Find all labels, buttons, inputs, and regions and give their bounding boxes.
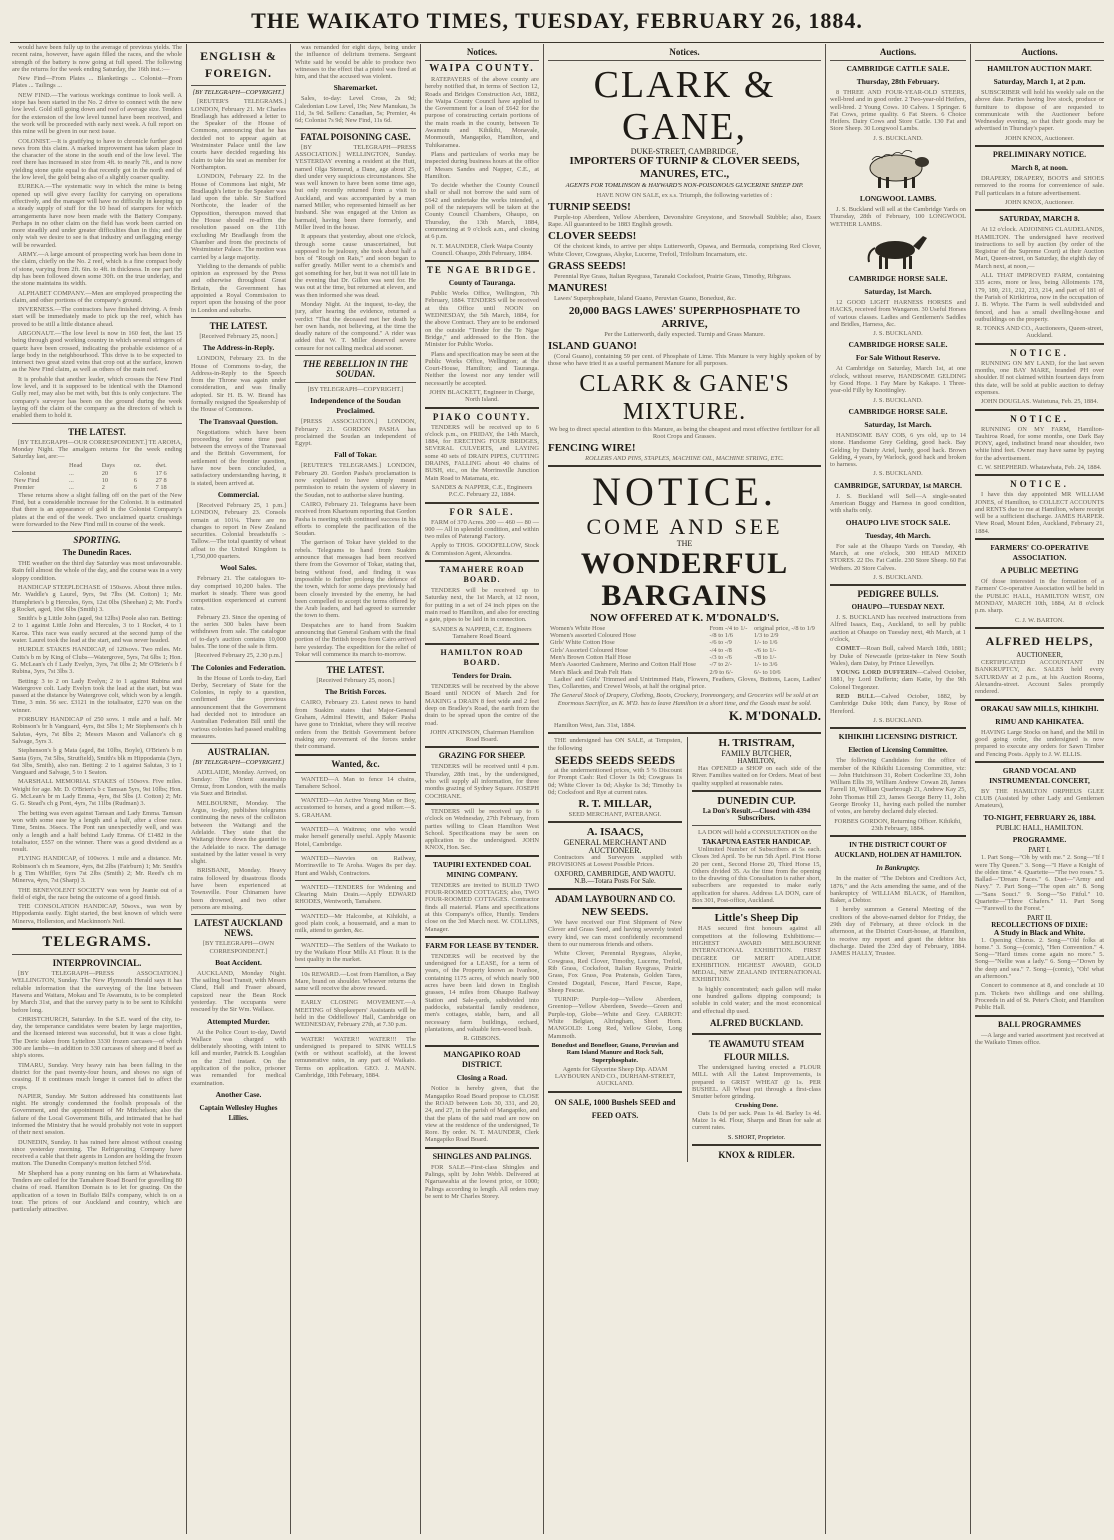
island-guano: ISLAND GUANO! bbox=[548, 339, 637, 352]
ohaupo-tuesday: OHAUPO—TUESDAY NEXT. bbox=[851, 603, 945, 612]
heading-commercial: Commercial. bbox=[217, 489, 260, 499]
heading-another-case: Another Case. bbox=[215, 1089, 262, 1099]
farmers-assoc: FARMERS' CO-OPERATIVE ASSOCIATION. bbox=[990, 543, 1089, 563]
manures: MANURES! bbox=[548, 282, 608, 295]
heading-county-tauranga: County of Tauranga. bbox=[448, 278, 516, 288]
heading-for-sale: FOR SALE. bbox=[449, 506, 515, 517]
heading-shingles: SHINGLES AND PALINGS. bbox=[432, 1151, 532, 1161]
column-2: ENGLISH & FOREIGN. [BY TELEGRAPH—COPYRIGHT.] [REUTER'S TELEGRAMS.] LONDON, February 21. Mr Charles Bradlaugh has addressed a letter to the Speaker of the House of Commons, announcing that he has decided not to appear again at Westminster Palace until the law courts have decided regarding his claim to take his seat as member for Northampton. LONDON, February 22. In the House of Commons last night, Mr Bradlaugh's letter to the Speaker was laid upon the table. Sir Stafford Northcote, the leader of the Opposition, thereupon moved that the House should re-affirm the resolution passed on the 11th excluding Mr Bradlaugh from the Chamber and from the precincts of Westminster Palace. The motion was carried by a large majority. Yielding to the demands of public opinion as expressed by the Press and otherwise throughout Great Britain, the Government has appointed a Royal Commission to report upon the housing of the poor in London and suburbs. THE LATEST. [Received February 25, noon.] The Address-in-Reply. LONDON, February 23. In the House of Commons to-day, the Address-in-Reply to the Speech from the Throne was again under consideration, and was finally adopted. Sir H. B. W. Brand has formally resigned the Speakership of the House of Commons. The Transvaal Question. Negotiations which have been proceeding for some time past between the envoys of the Transvaal and the British Government, for settlement of the frontier question, have now been concluded, a satisfactory understanding having, it is stated, been arrived at. Commercial. [Received February 25, 1 p.m.] LONDON, February 23. Consols remain at 101¼. There are no changes to report in New Zealand securities. Colonial breadstuffs :-Tallow.—The total quantity of wheat afloat to the United Kingdom is 1,750,000 quarters. Wool Sales. February 21. The catalogues to-day comprised 10,200 bales. The market is steady. There was good competition experienced at current rates. February 23. Since the opening of the series 300 bales have been withdrawn from sale. The catalogue of to-day's auction contains 10,000 bales. The tone of the sale is firm. [Received February 25, 2.30 p.m.] The Colonies and Federation. In the House of Lords to-day, Earl Derby, Secretary of State for the Colonies, in reply to a question, confirmed the previous announcement that the Government had decided not to introduce an Australian Federation Bill until the various colonies had passed enabling measures. AUSTRALIAN. [BY TELEGRAPH—COPYRIGHT.] ADELAIDE, Monday. Arrived, on Sunday: The Orient steamship Ormuz, from London, with the mails via Suez and Brindisi. MELBOURNE, Monday. The Argus, to-day, publishes telegrams continuing the news of the collision between the Waitangi and the Adelaide. They state that the Waitangi threw down the gauntlet to the Adelaide to race. The damage sustained by the latter vessel is very slight. BRISBANE, Monday. Heavy rains followed by disastrous floods have been experienced at Townsville. Four Chinamen have been drowned, and two other persons are missing. LATEST AUCKLAND NEWS. [BY TELEGRAPH—OWN CORRESPONDENT.] Boat Accident. AUCKLAND, Monday Night. The sailing boat Transit, with Messrs Cland, Hall and Fraser aboard, capsized near the Bean Rock yesterday. The occupants were rescued by the Sir Wm. Wallace. Attempted Murder. At the Police Court to-day, David Wallace was charged with deliberately shooting, with intent to kill and murder, Patrick B. Loughlan on the 23rd instant. On the application of the police, prisoner was remanded for medical examination. Another Case. Captain Wellesley Hughes Lillies. bbox=[191, 49, 286, 1122]
notice-3: NOTICE. bbox=[1010, 479, 1069, 490]
column-7: Auctions. HAMILTON AUCTION MART. Saturday, March 1, at 2 p.m. SUBSCRIBER will hold his weekly sale on the above date. Parties having live stock, produce or furniture to dispose of are requested to communicate with the Auctioneer before Wednesday evening, so that their goods may be advertised in Thursday's paper. JOHN KNOX, Auctioneer. PRELIMINARY NOTICE. March 8, at noon. DRAPERY, DRAPERY, BOOTS and SHOES removed to the rooms for convenience of sale. Full particulars in a future advertisement. JOHN KNOX, Auctioneer. SATURDAY, MARCH 8. At 12 o'clock. ADJOINING CLAUDELANDS, HAMILTON. The undersigned have received instructions to sell by auction (by order of the Registrar of the Supreme Court) at their Auction Mart, Queen-street, on Saturday, the eighth day of March next, at noon,— ALL THAT IMPROVED FARM, containing 335 acres, more or less, being Allotments 178, 179, 180, 211, 212, 213, 214, and part of 181 of the Parish of Kirikiriroa, now in the occupation of J. B. Whyte. The Farm is well subdivided and fenced, and has a small dwelling-house and outbuildings on the property. R. TONKS AND CO., Auctioneers, Queen-street, Auckland. NOTICE. RUNNING ON MY LAND, for the last seven months, one BAY MARE, branded PH over shoulder. If not claimed within fourteen days from this date, will be sold at public auction to defray expenses. JOHN DOUGLAS. Waitetuna, Feb. 25, 1884. NOTICE. RUNNING ON MY FARM, Hamilton-Tauhiroa Road, for some months, one Dark Bay PONY, aged, indistinct brand near shoulder, two white hind feet. Owner may have same by paying for the advertisement. C. W. SHEPHERD. Whatawhata, Feb. 24, 1884. NOTICE. I have this day appointed MR WILLIAM JONES, of Hamilton, to COLLECT ACCOUNTS and RENTS due to me at Hamilton, where receipt will be a sufficient discharge. JAMES HARPER. View Road, Mount Eden, Auckland, February 21, 1884. FARMERS' CO-OPERATIVE ASSOCIATION. A PUBLIC MEETING Of those interested in the formation of a Farmers' Co-operative Association will be held in the PUBLIC HALL, HAMILTON WEST, ON MONDAY, MARCH 10th, 1884, At 8 o'clock p.m. sharp. C. J. W. BARTON. ALFRED HELPS, AUCTIONEER, CERTIFICATED ACCOUNTANT IN BANKRUPTCY, &c. SALES held every SATURDAY at 2 p.m., at his Auction Rooms, Alexandra-street. Account Sales promptly rendered. ORAKAU SAW MILLS, KIHIKIHI. RIMU AND KAHIKATEA. HAVING Large Stocks on hand, and the Mill in good going order, the undersigned is now prepared to execute any orders for Sawn Timber and Fencing Posts. Apply to J. W. ELLIS. GRAND VOCAL AND INSTRUMENTAL CONCERT, BY THE HAMILTON ORPHEUS GLEE CLUB (Assisted by other Lady and Gentlemen Amateurs), TO-NIGHT, FEBRUARY 26, 1884. PUBLIC HALL, HAMILTON. PROGRAMME. PART I. 1. Part Song—"Oh by with me." 2. Song—"If I were Thy Queen." 3. Song—"I Have a Knight of the olden time." 4. Quartette—"The two roses." 5. Ballad—"Dream Faces." 6. Duet—"Army and Navy." 7. Part Song—"The open air." 8. Song—"Sans Souci." 9. Song—"So Fitful." 10. Quartette—"Three Chafers." 11. Part Song—"Farewell to the Forest." PART II. RECOLLECTIONS OF DIXIE: A Study in Black and White. 1. Opening Chorus. 2. Song—"Old folks at home." 3. Song—(comic), "Hen Convention." 4. Song—"Hard times come again no more." 5. Song—"Nellie was a lady." 6. Song—"Down by the deep and sea." 7. Song—(comic), "Oh! what an afternoon." Concert to commence at 8, and conclude at 10 p.m. Tickets two shillings and one shilling. Proceeds in aid of St. Peter's Choir, and Hamilton Public Hall. BALL PROGRAMMES —A large and varied assortment just received at the Waikato Times office. bbox=[975, 47, 1104, 1046]
district-court: IN THE DISTRICT COURT OF AUCKLAND, HOLDEN AT HAMILTON. bbox=[834, 841, 962, 860]
heading-waipa: WAIPA COUNTY. bbox=[429, 63, 535, 74]
preliminary-notice: PRELIMINARY NOTICE. bbox=[992, 150, 1087, 160]
column-4: Notices. WAIPA COUNTY. RATEPAYERS of the above county are hereby notified that, in terms of Section 12, Roads and Bridges Construction Act, 1882, the Waipa County Council have applied to the Government for a loan of £642 for the purpose of constructing certain portions of the main roads in the county, between Te Awamutu and Kihikihi, Monavale, Monmouth, Mangapiko, Hamilton, and Tuhikaramea. Plans and particulars of works may be inspected during business hours at the office of Messrs Sandes and Napper, C.E., at Hamilton. To decide whether the County Council shall or shall not borrow the said sum of £642 and undertake the works intended, a poll of the ratepayers will be taken at the County Council Chambers, Ohaupo, on Thursday, the 13th March, 1884, commencing at 9 o'clock a.m., and closing at 6 p.m. N. T. MAUNDER, Clerk Waipa County Council. Ohaupo, 20th February, 1884. TE NGAE BRIDGE. County of Tauranga. Public Works Office, Wellington, 7th February, 1884. TENDERS will be received at this Office until NOON on WEDNESDAY, the 5th March, 1884, for the above Contract. They are to be endorsed on the outside "Tender for the Te Ngae Bridge," and addressed to the Hon. the Minister for Public Works. Plans and specification may be seen at the Public Works Office, Wellington; at the Court-House, Hamilton; and Tauranga. Neither the lowest nor any tender will necessarily be accepted. JOHN BLACKETT, Engineer in Charge, North Island. PIAKO COUNTY. TENDERS will be received up to 6 o'clock p.m., on FRIDAY, the 14th March, 1884, for ERECTING FOUR BRIDGES, SEVERAL CULVERTS, and LAYING some 40 sets of DRAIN PIPES, CUTTING DRAINS, FALLING about 40 chains of BUSH, etc., on the Morrinsville Junction Main Road to Matamata, etc. SANDES & NAPPER, C.E., Engineers P.C.C. February 22, 1884. FOR SALE. FARM of 370 Acres. 200 — 460 — 80 — 900 — All in splendid condition, and within two miles of Paterangi Factory. Apply to THOS. GOODFELLOW, Stock & Commission Agent, Alexandra. TAMAHERE ROAD BOARD. TENDERS will be received up to Saturday next, the 1st March, at 12 noon, for putting in a set of 24 inch pipes on the main road to Hamilton, and also for erecting a gate, pipes to be laid in in connection. SANDES & NAPPER, C.E. Engineers Tamahere Road Board. HAMILTON ROAD BOARD. Tenders for Drain. TENDERS will be received by the above Board until NOON of March 2nd for MAKING a DRAIN 8 feet wide and 2 feet deep on Bradley's Road, the earth from the drain to be spread upon the centre of the road. JOHN ATKINSON, Chairman Hamilton Road Board. GRAZING FOR SHEEP. TENDERS will be received until 4 p.m. Thursday, 28th inst., by the undersigned, who will supply all information, for three months grazing of Sydney Square. JOSEPH COCHRANE. TENDERS will be received up to 6 o'clock on Wednesday, 27th February, from parties willing to Clean Hamilton West School. Specifications may be seen on application to the undersigned. JOHN KNOX, Hon. Sec. TAUPIRI EXTENDED COAL MINING COMPANY. TENDERS are invited to BUILD TWO FOUR-ROOMED COTTAGES; also, TWO FOUR-ROOMED COTTAGES. Contractor finds all material. Plans and specifications at this Company's office, Huntly. Tenders close on the 3rd March next. W. COLLINS, Manager. FARM FOR LEASE BY TENDER. TENDERS will be received by the undersigned for a LEASE, for a term of years, of the Property known as Ivanhoe, containing 1175 acres, of which nearly 900 acres have been laid down in English grasses, 14 miles from Ohaupo Railway Station and Sale-yards, subdivided into paddocks, substantial family residence, men's cottages, stable, barn, and all necessary farm buildings, orchard, plantations, and valuable fern-wood bush. R. GIBBONS. MANGAPIKO ROAD DISTRICT. Closing a Road. Notice is hereby given, that the Mangapiko Road Board propose to CLOSE the ROAD between Lots 30, 331, and 20, 24, and 27, in the parish of Mangapiko, and that the plans of the said road are now on view at the residence of the undersigned, Te Rore. By order. N. T. MAUNDER, Clerk Mangapiko Road Board. SHINGLES AND PALINGS. FOR SALE—First-class Shingles and Palings, split by John Webb. Delivered at Ngaruawahia at the lowest price, or 1000; Palings according to length. All orders may be sent to Mr Charles Storey. bbox=[425, 47, 539, 1200]
column-1: would have been fully up to the average of previous yields. The recent rains, however, have again filled the races, and the whole strength of the battery is now going at full speed. The following are the returns for the week ending Saturday, the 16th inst.:— New Find—From Plates ... Blanketings ... Colonist—From Plates ... Tailings ... NEW FIND.—The various workings continue to look well. A stope has been started in the No. 2 drive to connect with the new low level. Gold still going down and roof of average size. Tenders for the extension of the low level tunnel have been received, and the work will be proceeded with early next week. A full report on this mine will be given in our next issue. COLONIST.—It is gratifying to have to chronicle further good news from this claim. A marked improvement has taken place in the character of the stone in the south end of the low level. The reef there has increased in size from 4ft. to nearly 7ft., and is now yielding stone quite equal to that recently got in the north end of the low level, the gold being also of a slightly coarser quality. EUREKA.—The systematic way in which the mine is being opened up will give every facility for carrying on operations effectively, and the manager will have no difficulty in keeping up a steady supply of stuff for the 10 head of stampers for which arrangements have now been made with the Battery Company. Perhaps in no other claim on the field has work been carried on more steadily and under greater difficulties than in this; and the only wish we desire to see is that industry and unflagging energy will be rewarded. ARMY.—A large amount of prospecting work has been done in the claim, chiefly on the No. 2 reef, which is a fine compact body of stone, varying from 2ft. 6in. to 4ft. in thickness. In one part the dip has been followed down some 30ft. on the true underlay, and the stone maintains its width. ALPHABET COMPANY.—Men are employed prospecting the claim, and other portions of the company's ground. INVERNESS.—The contractors have finished driving. A fresh start will be immediately made to pick up the reef, which has proved to be still a little distance ahead. ARGONAUT.—The low level is now in 160 feet, the last 15 being through good working country in which several stringers of quartz have been crossed, indicating the probable existence of a large body in the neighbourhood. This drive is to be expected to intersect two great sized veins that crop out at the surface, known as the New Find claim, as well as others of the main reef. It is probable that another leader, which crosses the New Find low level, and it is supposed to be identical with the Diamond Gully reef, may also be met with, but this is only conjecture. The company's surveyor has been on the ground during the week laying off the claim of the company as the directors of which is enabled them to hold it. THE LATEST. [BY TELEGRAPH—OUR CORRESPONDENT.] TE AROHA, Monday Night. The amalgam returns for the week ending Saturday last, are:— Head Days oz. dwt. Colonist ... 20 6 17 6 New Find ... 10 6 27 8 Premier ... 2 6 7 18 These returns show a slight falling off on the part of the New Find, but a considerable increase for the Colonist. It is estimated that there is an appearance of gold in the Colonist Company's plates at the end of the week. Two unclaimed quartz crushings were forwarded to the New Find mill in course of the week. SPORTING. The Dunedin Races. THE weather on the third day Saturday was most unfavourable. Rain fell almost the whole of the day, and the course was in a very sloppy condition. HANDICAP STEEPLECHASE of 150sovs. About three miles. Mr. Waddle's g Laurel, 9yrs, 9st 7lbs (M. Cotton) 1; Mr. Humphries's b g Hercules, 6yrs, 12st 0lbs (Sheehan) 2; Mr. Ford's g Rocket, aged, 10st 6lbs (Smith) 3. Smith's b g Little John (aged, 9st 12lbs) Poole also ran. Betting: 2 to 1 against Little John and Hercules, 3 to 1 Rocket, 4 to 1 Karoa. This race was easily secured at the second jump of the water. Laurel took the lead at the start, and was never headed. HURDLE STAKES HANDICAP, of 120sovs. Two miles. Mr. Cutts's b m by King of Clubs—Watergrove, 5yrs, 7st 6lbs 1; Hon. G. McLean's ch f Lady Evelyn, 3yrs, 7st 0lbs 2; Mr O'Brien's b f Rubina, 3yrs, 7st 3lbs 3. Betting: 3 to 2 on Lady Evelyn; 2 to 1 against Rubina and Watergrove colt. Lady Evelyn took the lead at the start, but was passed at the distance by Watergrove colt, which won by a length. Time, 3 min. 56 sec. £3121 in the totalisator, £270 was on the winner. FORBURY HANDICAP of 250 sovs. 1 mile and a half. Mr Robinson's br h Vanguard, 4yrs, 8st 5lbs 1; Mr Stephenson's ch h Salutas, 4yrs, 7st 8lbs 2; Messrs Mason and Vallance's ch g Salvage, 5yrs 3. Stephenson's b g Mata (aged, 8st 10lbs, Boyle), O'Brien's b m Santa (6yrs, 7st 5lbs, Strutfield), Smith's blk m Hippodamia (3yrs, 6st 3lbs, Smith), also ran. Betting: 2 to 1 against Salutas, 3 to 1 Vanguard and Salvage, 5 to 1 Seaton. MARSHALL MEMORIAL STAKES of 150sovs. Five miles. Weight for age. Mr. D. O'Brien's b c Tamsan 5yrs, 9st 10lbs; Hon. G. McLean's br m Lady Emma, 4yrs, 8st 5lbs (J. Cotton) 2; Mr. G. G. Stead's ch g Pont, 4yrs, 7st 11lbs (Rudman) 3. The betting was even against Tamsan and Lady Emma. Tamsan won with some ease by a length and a half, after a close race. Time, 5mins. 36secs. The Pont ran unexpectedly well, and was only a length and a half behind Lady Emma. Of £1482 in the totalisator, £557 on the winner. There was a good dividend as a result. FLYING HANDICAP, of 100sovs. 1 mile and a distance. Mr. Robinson's ch m Seamore, 4yrs, 8st 2lbs (Fairburn) 1; Mr. Smith's b g Tim Whiffler, 6yrs 7st 2lbs (Smith) 2; Mr. Reed's ch m Minerva, 4yrs, 7st (Sharp) 3. THE BENEVOLENT SOCIETY was won by Jeanie out of a field of eight, the race being the outcome of a good finish. THE CONSOLATION HANDICAP, 50sovs., was won by Hippodamia easily. Eight started, the best known of which were Minerva, Hollerston, and Mackinnon's Neil. TELEGRAMS. INTERPROVINCIAL. [BY TELEGRAPH—PRESS ASSOCIATION.] WELLINGTON, Sunday. The New Plymouth Herald says it has reliable information that the surveying of the line between Hawera and Waitara, Mokau and Te Awamutu, is to be completed by March 31st, and that the survey party is to be sent to Kihikihi before long. CHRISTCHURCH, Saturday. In the S.E. ward of the city, to-day, the temperance candidates were beaten by large majorities, and the licensed interest was successful, but it was a close fight. The Doric taken from Lyttelton 3330 frozen carcases—of which 300 are lambs—in addition to 330 carcases of sheep and 8 beef as ship's stores. TIMARU, Sunday. Very heavy rain has been falling in the district for the past twenty-four hours, and shows no sign of ceasing. If it continues much longer it cannot fail to affect the crops. NAPIER, Sunday. Mr Sutton addressed his constituents last night. He strongly condemned the foolish proposals of the Government, and the appointment of Mr Mitchelson; also the failure of the Local Government Bills, and intimated that he had informed the Ministry that he would probably not vote in support of their next session. DUNEDIN, Sunday. It has rained here almost without ceasing since yesterday morning. The Refrigerating Company have received a cable that their agents in London are holding the frozen mutton. The Dunedin Company's mutton fetched 5½d. Mr Shepherd has a pony running on his farm at Whatawhata. Tenders are called for the Tamahere Road Board for gravelling 80 chains of road. Hamilton Domain is to let for grazing. On the application of a town in Buffalo Bill's company, which is on a tour. The prices of our Auckland and country, which are particularly attractive. bbox=[12, 44, 182, 1214]
horse-sale-3: CAMBRIDGE HORSE SALE. bbox=[848, 406, 948, 416]
heading-auctions-2: Auctions. bbox=[1021, 47, 1058, 57]
column-6: Auctions. CAMBRIDGE CATTLE SALE. Thursday, 28th February. 8 THREE AND FOUR-YEAR-OLD STEERS, well-bred and in good order. 2 Two-year-old Heifers, well-bred. 2 Young Cows. 10 Calves. 1 Springer. 6 Fat Cows, prime quality. 6 Fat Steers. 6 Choice Heifers. Dairy Cows and Store Cattle. 130 Fat and Store Sheep. 30 Longwool Lambs. J. S. BUCKLAND. LONGWOOL LAMBS. J. S. Buckland will sell at the Cambridge Yards on Thursday, 28th of February, 100 LONGWOOL WETHER LAMBS. CAMBRIDGE HORSE SALE. Saturday, 1st March. 12 GOOD LIGHT HARNESS HORSES and HACKS, received from Wangaron. 30 Useful Horses of various classes. Ladies and Gentlemen's Saddles and Bridles, Harness, &c. J. S. BUCKLAND. CAMBRIDGE HORSE SALE. For Sale Without Reserve. At Cambridge on Saturday, March 1st, at one o'clock, without reserve, HANDSOME GELDING by Good Hope. 1 Fay Mare by Kakapo. 1 Three-year-old Filly by Knottingley. J. S. BUCKLAND. CAMBRIDGE HORSE SALE. Saturday, 1st March. HANDSOME BAY COB, 6 yrs old, up to 14 stone. Handsome Grey Gelding, good hack. Bay Gelding by Dainty Ariel, hardy, good hack. Brown Gelding, 4 years, by Warlock, good hack and broken to harness. J. S. BUCKLAND. CAMBRIDGE, SATURDAY, 1st MARCH. J. S. Buckland will Sell—A single-seated American Buggy and Harness in good condition, with shafts only. OHAUPO LIVE STOCK SALE. Tuesday, 4th March. For sale at the Ohaupo Yards on Tuesday, 4th March, at one o'clock, 300 HEAD MIXED STORES. 22 Do. Fat Cattle. 230 Store Sheep. 60 Fat Wethers. 20 Store Calves. J. S. BUCKLAND. PEDIGREE BULLS. OHAUPO—TUESDAY NEXT. J. S. BUCKLAND has received instructions from Alfred Isaacs, Esq., Auckland, to sell by public auction at Ohaupo on Tuesday next, 4th March, at 1 o'clock, COMET—Roan Bull, calved March 18th, 1881; by Duke of Newcastle (prize-taker in New South Wales), dam Daisy, by Prince Llewellyn. YOUNG LORD DUFFERIN—Calved October, 1881, by Lord Dufferin; dam Katie, by the 9th Colonel Tregonzer. RED BULL—Calved October, 1882, by Cambridge Duke 10th; dam Fancy, by Rose of Hereford. J. S. BUCKLAND. KIHIKIHI LICENSING DISTRICT. Election of Licensing Committee. The following Candidates for the office of member of the Kihikihi Licensing Committee, viz:— John Hutchinson 31, Robert Cockerline 33, John William Ellis 39, William Andrew Cowan 28, James Farrell 18, William Quarbrough 21, Andrew Kay 25, John Thomas Hill 23, James George Berry 11, John George Brooky 11, having each polled the number of votes, are hereby declared duly elected. FORBES GORDON, Returning Officer. Kihikihi, 23th February, 1884. IN THE DISTRICT COURT OF AUCKLAND, HOLDEN AT HAMILTON. In Bankruptcy. In the matter of "The Debtors and Creditors Act, 1876," and the Acts amending the same, and of the bankruptcy of WILLIAM BLACK, of Hamilton, Baker, a Debtor. I hereby summon a General Meeting of the creditors of the above-named debtor for Friday, the 29th day of February, at three o'clock in the afternoon, at the District Court-house, at Hamilton, to receive my report and grant the debtor his discharge. Dated the 23rd day of February, 1884. JAMES HALLY, Trustee. bbox=[830, 47, 966, 958]
heading-auctions-1: Auctions. bbox=[879, 47, 917, 57]
heading-dunedin-races: The Dunedin Races. bbox=[62, 548, 132, 558]
fencing-wire: FENCING WIRE! bbox=[548, 442, 636, 455]
col5-right: H. TRISTRAM, FAMILY BUTCHER, HAMILTON, Has OPENED a SHOP on each side of the River. Families waited on for Orders. Meat of best quality supplied at reasonable rates. DUNEDIN CUP. La Don's Result.—Closed with 4394 Subscribers. LA DON will hold a CONSULTATION on the TAKAPUNA EASTER HANDICAP. Unlimited Number of Subscribers at 5s each. Closes 3rd April. To be run 5th April. First Horse 20 per cent., Second Horse 20, Third Horse 15, Others divided 35. As the time from the opening to the drawing of this Consultation is rather short, subscribers are requested to make early application for shares. Address LA DON, care of Box 301, Post-office, Auckland. Little's Sheep Dip HAS secured first honours against all competitors at the following Exhibitions:—HIGHEST AWARD MELBOURNE INTERNATIONAL EXHIBITION. FIRST DEGREE OF MERIT ADELAIDE EXHIBITION. HIGHEST AWARD, GOLD MEDAL, NEW ZEALAND INTERNATIONAL EXHIBITION. Is highly concentrated; each gallon will make one hundred gallons dipping compound; is soluble in cold water; and the most economical and effectual dip used. ALFRED BUCKLAND. TE AWAMUTU STEAM FLOUR MILLS. The undersigned having erected a FLOUR MILL with All the Latest Improvements, is prepared to GRIST WHEAT @ 1s. PER BUSHEL. All Wheat put through a first-class Smutter before grinding. Crushing Done. Oats 1s 0d per sack. Peas 1s 4d. Barley 1s 4d. Maize 1s 4d. Flour, Sharps and Bran for sale at current rates. S. SHORT, Proprietor. KNOX & RIDLER. bbox=[687, 737, 821, 1162]
hamilton-auction-mart: HAMILTON AUCTION MART. bbox=[987, 64, 1092, 73]
young-lord-name: YOUNG LORD DUFFERIN bbox=[836, 669, 917, 677]
public-meeting: A PUBLIC MEETING bbox=[1000, 566, 1079, 576]
masthead-title: THE WAIKATO TIMES, TUESDAY, FEBRUARY 26, 1884. bbox=[251, 8, 863, 33]
study-black-white: A Study in Black and White. bbox=[993, 928, 1086, 938]
ohaupo-live-stock: OHAUPO LIVE STOCK SALE. bbox=[845, 517, 951, 527]
election-committee: Election of Licensing Committee. bbox=[848, 746, 948, 755]
tuesday-4th: Tuesday, 4th March. bbox=[865, 530, 931, 540]
ball-programmes: BALL PROGRAMMES bbox=[998, 1019, 1081, 1029]
heading-closing-road: Closing a Road. bbox=[456, 1073, 508, 1083]
notice-1: NOTICE. bbox=[1010, 347, 1069, 358]
longwool-lambs: LONGWOOL LAMBS. bbox=[859, 194, 937, 204]
littles-sheep-dip: Little's Sheep Dip bbox=[714, 912, 799, 925]
short-proprietor: S. SHORT, Proprietor. bbox=[727, 1133, 786, 1141]
orakau-mills: ORAKAU SAW MILLS, KIHIKIHI. bbox=[980, 703, 1099, 713]
tristram: H. TRISTRAM, bbox=[718, 737, 795, 750]
comet-name: COMET bbox=[836, 645, 861, 653]
bags-line: 20,000 BAGS LAWES' SUPERPHOSPHATE TO ARRIVE, bbox=[568, 304, 801, 330]
heading-transvaal: The Transvaal Question. bbox=[199, 416, 278, 426]
masthead-rule bbox=[10, 42, 1104, 43]
totara-line: N.B.—Totara Posts For Sale. bbox=[574, 876, 656, 885]
on-sale: ON SALE, 1000 Bushels SEED and FEED OATS. bbox=[554, 1097, 676, 1120]
general-merchant: GENERAL MERCHANT AND AUCTIONEER. bbox=[563, 838, 667, 855]
public-hall: PUBLIC HALL, HAMILTON. bbox=[995, 823, 1084, 832]
agents-line: AGENTS FOR TOMLINSON & HAYWARD'S NON-POISONOUS GLYCERINE SHEEP DIP. bbox=[565, 182, 804, 190]
te-awamutu-mills: TE AWAMUTU STEAM FLOUR MILLS. bbox=[708, 1038, 805, 1062]
part-2: PART II. bbox=[1027, 913, 1052, 922]
heading-british-forces: The British Forces. bbox=[324, 687, 387, 697]
adam-laybourn: ADAM LAYBOURN AND CO. bbox=[554, 894, 676, 905]
seeds-seeds: SEEDS SEEDS SEEDS bbox=[554, 752, 676, 767]
red-bull-name: RED BULL bbox=[836, 693, 875, 701]
heading-interprovincial: INTERPROVINCIAL. bbox=[52, 958, 142, 969]
heading-tamahere: TAMAHERE ROAD BOARD. bbox=[439, 565, 525, 585]
isaacs: A. ISAACS, bbox=[586, 826, 644, 839]
heading-notices-2: Notices. bbox=[669, 47, 700, 57]
duke-street: DUKE-STREET, CAMBRIDGE, bbox=[630, 147, 739, 156]
part-1: PART I. bbox=[1028, 846, 1051, 854]
heading-wool-sales: Wool Sales. bbox=[220, 563, 257, 573]
heading-sharemarket: Sharemarket. bbox=[333, 83, 378, 93]
notice-heading: NOTICE. bbox=[592, 469, 777, 515]
new-seeds: NEW SEEDS. bbox=[581, 906, 649, 919]
family-butcher: FAMILY BUTCHER, bbox=[721, 749, 792, 759]
heading-notices-1: Notices. bbox=[466, 47, 498, 57]
column-divider bbox=[186, 44, 187, 1534]
importers-line: IMPORTERS OF TURNIP & CLOVER SEEDS, MANURES, ETC., bbox=[569, 155, 800, 181]
oxford-line: OXFORD, CAMBRIDGE, AND WAOTU. bbox=[554, 869, 676, 878]
heading-tenders-drain: Tenders for Drain. bbox=[452, 671, 512, 681]
heading-boat-accident: Boat Accident. bbox=[215, 957, 262, 967]
bargains-table: Women's White Hose From -/4 to 1/- original price, -/8 to 1/9 Women's assorted Coloured Hose -/8 to 1/6 1/3 to 2/9 Girls' White Cotton Hose -/6 to -/9 1/- to 1/6 Girls' Assorted Coloured Hose -/4 to -/8 -/6 to 1/- Men's Brown Cotton Half Hose -/3 to -/6 -/8 to 1/- Men's Assorted Cashmere, Merino and Cotton Half Hose -/7 to 2/- 1/- to 3/6 Men's Black and Drab Felt Hats 2/9 to 6/- 6/- to 10/6 bbox=[550, 624, 815, 676]
buckland-agent: ALFRED BUCKLAND. bbox=[709, 1017, 803, 1028]
heading-grazing: GRAZING FOR SHEEP. bbox=[438, 751, 526, 761]
sheep-illustration bbox=[858, 146, 938, 190]
heading-english-foreign: ENGLISH & FOREIGN. bbox=[200, 49, 277, 80]
heading-sporting: SPORTING. bbox=[73, 535, 121, 546]
heading-mangapiko: MANGAPIKO ROAD DISTRICT. bbox=[443, 1050, 521, 1070]
heading-cattle-sale: CAMBRIDGE CATTLE SALE. bbox=[846, 64, 950, 73]
column-5: Notices. CLARK & GANE, DUKE-STREET, CAMBRIDGE, IMPORTERS OF TURNIP & CLOVER SEEDS, MANURES, ETC., AGENTS FOR TOMLINSON & HAYWARD'S NON-POISONOUS GLYCERINE SHEEP DIP. HAVE NOW ON SALE, ex s.s. Triumph, the following varieties of : TURNIP SEEDS! Purple-top Aberdeen, Yellow Aberdeen, Devonshire Greystone, and Snowball Stubble; also, Essex Rape. All guaranteed to be 1883 English growth. CLOVER SEEDS! Of the choicest kinds, to arrive per ships Lutterworth, Opawa, and Bermuda, comprising Red Clover, White Clover, Cowgrass, Alsyke, Lucerne, Trefoil, Trifolium Incarnatum, etc. GRASS SEEDS! Perennial Rye Grass, Italian Ryegrass, Taranaki Cocksfoot, Prairie Grass, Timothy, Ribgrass. MANURES! Lawes' Superphosphate, Island Guano, Peruvian Guano, Bonedust, &c. 20,000 BAGS LAWES' SUPERPHOSPHATE TO ARRIVE, Per the Lutterworth, daily expected. Turnip and Grass Manure. ISLAND GUANO! (Coral Guano), containing 59 per cent. of Phosphate of Lime. This Manure is very highly spoken of by those who have tried it as a useful permanent Manure for all purposes. CLARK & GANE'S MIXTURE. We beg to direct special attention to this Manure, as being the cheapest and most effective fertilizer for all Root Crops and Grasses. FENCING WIRE! ROLLERS AND PINS, STAPLES, MACHINE OIL, MACHINE STRING, ETC. NOTICE. COME AND SEE THE WONDERFUL BARGAINS NOW OFFERED AT K. M'DONALD'S. Women's White Hose From -/4 to 1/- original price, -/8 to 1/9 Women's assorted Coloured Hose -/8 to 1/6 1/3 to 2/9 Girls' White Cotton Hose -/6 to -/9 1/- to 1/6 Girls' Assorted Coloured Hose -/4 to -/8 -/6 to 1/- Men's Brown Cotton Half Hose -/3 to -/6 -/8 to 1/- Men's Assorted Cashmere, Merino and Cotton Half Hose -/7 to 2/- 1/- to 3/6 Men's Black and Drab Felt Hats 2/9 to 6/- 6/- to 10/6 Ladies' and Girls' Trimmed and Untrimmed Hats, Flowers, Feathers, Gloves, Buttons, Laces, Ladies' Ties, Collarettes, and Crewel Wools, at half the original price. The General Stock of Drapery, Clothing, Boots, Crockery, Ironmongery, and Groceries will be sold at an Enormous Sacrifice, as K. M'D. has to leave Hamilton in a short time, and the Goods must be sold. K. M'DONALD. Hamilton West, Jan. 31st, 1884. THE undersigned has ON SALE, at Tempsten, the following SEEDS SEEDS SEEDS at the undermentioned prices, with 5 % Discount for Prompt Cash: Red Clover 1s 0d; Cowgrass 1s 0d; White Clover 1s 0d; Alsyke 1s 3d; Timothy 1s 0d; Cocksfoot and Rye at current rates. R. T. MILLAR, SEED MERCHANT, PATERANGI. A. ISAACS, GENERAL MERCHANT AND AUCTIONEER. Contractors and Surveyors supplied with PROVISIONS at Lowest Possible Prices. OXFORD, CAMBRIDGE, AND WAOTU. N.B.—Totara Posts For Sale. ADAM LAYBOURN AND CO. NEW SEEDS. We have received our First Shipment of New Clover and Grass Seed, and having severely tested every kind, we can most confidently recommend them to our numerous friends and others. White Clover, Perennial Ryegrass, Alsyke, Cowgrass, Red Clover, Timothy, Lucerne, Trefoil, Rib Grass, Cocksfoot, Italian Ryegrass, Prairie Grass, Fox Grass, Poa Pratensis, Golden Tares, Crested Dogstail, Fescue, Hard Fescue, Rape, Sheep Fescue. TURNIP: Purple-top—Yellow Aberdeen, Greentop—Yellow Aberdeen, Swede—Green and Purple-top, Globe—White and Grey. CARROT: White Belgian, Altringham, Short Horn. MANGOLD: Long Red, Yellow Globe, Long Mammoth. Bonedust and Bonefloor, Guano, Peruvian and Ram Island Manure and Rock Salt, Superphosphate. Agents for Glycerine Sheep Dip. ADAM LAYBOURN AND CO., DURHAM-STREET, AUCKLAND. ON SALE, 1000 Bushels SEED and FEED OATS. H. TRISTRAM, FAMILY BUTCHER, HAMILTON, Has OPENED a SHOP on each side of the River. Families waited on for Orders. Meat of best quality supplied at reasonable rates. DUNEDIN CUP. La Don's Result.—Closed with 4394 Subscribers. LA DON will hold a CONSULTATION on the TAKAPUNA EASTER HANDICAP. Unlimited Number of Subscribers at 5s each. Closes 3rd April. To be run 5th April. First Horse 20 per cent., Second Horse 20, Third Horse 15, Others divided 35. As the time from the opening to the drawing of this Consultation is rather short, subscribers are requested to make early application for shares. Address LA DON, care of Box 301, Post-office, Auckland. Little's Sheep Dip HAS secured first honours against all competitors at the following Exhibitions:—HIGHEST AWARD MELBOURNE INTERNATIONAL EXHIBITION. FIRST DEGREE OF MERIT ADELAIDE EXHIBITION. HIGHEST AWARD, GOLD MEDAL, NEW ZEALAND INTERNATIONAL EXHIBITION. Is highly concentrated; each gallon will make one hundred gallons dipping compound; is soluble in cold water; and the most economical and effectual dip used. ALFRED BUCKLAND. TE AWAMUTU STEAM FLOUR MILLS. The undersigned having erected a FLOUR MILL with All the Latest Improvements, is prepared to GRIST WHEAT @ 1s. PER BUSHEL. All Wheat put through a first-class Smutter before grinding. Crushing Done. Oats 1s 0d per sack. Peas 1s 4d. Barley 1s 4d. Maize 1s 4d. Flour, Sharps and Bran for sale at current rates. S. SHORT, Proprietor. KNOX & RIDLER. bbox=[548, 44, 821, 1534]
saturday-1st: Saturday, 1st March. bbox=[864, 286, 932, 296]
turnip-seeds: TURNIP SEEDS! bbox=[548, 200, 631, 213]
heading-te-ngae: TE NGAE BRIDGE. bbox=[426, 265, 538, 276]
heading-taupiri: TAUPIRI EXTENDED COAL MINING COMPANY. bbox=[432, 859, 532, 879]
la-don: La Don's Result.—Closed with 4394 Subscribers. bbox=[702, 806, 811, 823]
heading-fatal-poisoning: FATAL POISONING CASE. bbox=[300, 131, 411, 142]
horse-sale-2: CAMBRIDGE HORSE SALE. bbox=[848, 340, 948, 350]
heading-fall-tokar: Fall of Tokar. bbox=[334, 450, 377, 460]
grass-seeds: GRASS SEEDS! bbox=[548, 260, 626, 273]
come-and-see: COME AND SEE bbox=[586, 514, 783, 540]
sat-march-8: SATURDAY, MARCH 8. bbox=[999, 214, 1080, 224]
thursday-28: Thursday, 28th February. bbox=[856, 77, 940, 86]
the-word: THE bbox=[676, 539, 693, 549]
dunedin-cup: DUNEDIN CUP. bbox=[717, 794, 796, 807]
takapuna: TAKAPUNA EASTER HANDICAP. bbox=[701, 837, 812, 846]
alfred-helps: ALFRED HELPS, bbox=[985, 633, 1094, 648]
lower-split bbox=[548, 737, 821, 1457]
column-divider bbox=[290, 44, 291, 1534]
clark-gane-title: CLARK & GANE, bbox=[593, 64, 776, 148]
heading-telegrams: TELEGRAMS. bbox=[42, 934, 152, 951]
heading-australian: AUSTRALIAN. bbox=[207, 747, 270, 758]
kmd-signature: K. M'DONALD. bbox=[728, 708, 821, 724]
cambridge-saturday: CAMBRIDGE, SATURDAY, 1st MARCH. bbox=[834, 481, 962, 490]
heading-address-reply: The Address-in-Reply. bbox=[202, 343, 275, 353]
programme: PROGRAMME. bbox=[1012, 835, 1067, 844]
byline-copyright: [BY TELEGRAPH—COPYRIGHT.] bbox=[192, 89, 285, 96]
notice-2: NOTICE. bbox=[1010, 413, 1069, 424]
heading-independence: Independence of the Soudan Proclaimed. bbox=[310, 396, 401, 416]
heading-latest-3: THE LATEST. bbox=[326, 665, 385, 676]
heading-attempted-murder: Attempted Murder. bbox=[207, 1016, 270, 1026]
amalgam-table: Head Days oz. dwt. Colonist ... 20 6 17 6 New Find ... 10 6 27 8 Premier ... 2 6 7 18 bbox=[14, 462, 167, 492]
heading-farm-lease: FARM FOR LEASE BY TENDER. bbox=[425, 940, 539, 950]
offered-line: NOW OFFERED AT K. M'DONALD'S. bbox=[590, 611, 779, 624]
march-8-noon: March 8, at noon. bbox=[1011, 163, 1068, 173]
pedigree-bulls: PEDIGREE BULLS. bbox=[857, 589, 939, 600]
saturday-march-1: Saturday, March 1, at 2 p.m. bbox=[993, 77, 1086, 86]
column-divider bbox=[420, 44, 421, 1534]
saturday-1st-2: Saturday, 1st March. bbox=[864, 419, 932, 429]
horse-sale-1: CAMBRIDGE HORSE SALE. bbox=[848, 273, 948, 283]
rimu-kahikatea: RIMU AND KAHIKATEA. bbox=[995, 716, 1084, 726]
clover-seeds: CLOVER SEEDS! bbox=[548, 230, 637, 243]
kihikihi-licensing: KIHIKIHI LICENSING DISTRICT. bbox=[838, 732, 958, 742]
column-3: was remanded for eight days, being under the influence of delirium tremens. Sergeant White said he would be able to produce two witnesses to the effect that a pistol was fired at him, and that the accused was violent. Sharemarket. Sales, to-day: Level Cross, 2s 9d; Caledonian Low Level, 19s; New Manukau, 3s 11d, 3s 9d. Sellers: Canadian, 5s; Premier, 4s 6d; Colonist 7s 9d; New Find, 11s 6d. FATAL POISONING CASE. [BY TELEGRAPH—PRESS ASSOCIATION.] WELLINGTON, Sunday. YESTERDAY evening a resident at the Hutt, named Olga Stensrud, a Dane, age about 25, died under very suspicious circumstances. She was well known to have been some time ago, but only recently returned from a visit to Auckland, and was accompanied by a man named Miller, who represented himself as her husband. She was engaged at the Union as barmaid, having been there formerly, and Miller lived in the house. It appears that yesterday, about one o'clock, through some cause unascertained, but supposed to be jealousy, she took about half a box of "Rough on Rats," and soon began to suffer greatly. Miller went to a chemist's and got something for her, but it was not till late in the evening that Dr. Gillon was sent for. He was out at the time, but returned at eleven, and was then informed she was dead. Monday Night. At the inquest, to-day, the jury, after hearing the evidence, returned a verdict "That the deceased met her death by her own hands, not believing, at the time the deadly nature of the compound." A rider was added that W. T. Miller deserved severe censure for not calling medical aid sooner. THE REBELLION IN THE SOUDAN. [BY TELEGRAPH—COPYRIGHT.] Independence of the Soudan Proclaimed. [PRESS ASSOCIATION.] LONDON, February 21. GORDON PASHA has proclaimed the Soudan an independent of Egypt. Fall of Tokar. [REUTER'S TELEGRAMS.] LONDON, February 20. Gordon Pasha's proclamation is now explained to have simply meant permission to retain the system of slavery in the Soudan, not to authorise slave hunting. CAIRO, February 21. Telegrams have been received from Khartoum reporting that Gordon Pasha is meeting with continued success in his efforts to complete the pacification of the Soudan. The garrison of Tokar have yielded to the rebels. Telegrams to hand from Suakim announce that messages had been received there from the Governor of Tokar, stating that, being without food, and finding it was impossible to further prolong the defence of the town, which for some days previously had been closely invested by the enemy, he had been compelled to accept the terms offered by the Arab leaders, and had agreed to surrender the town to them. Despatches are to hand from Suakim announcing that General Graham with the final portion of the British troops from Cairo arrived here yesterday. The expedition for the relief of Tokar will commence its march to-morrow. THE LATEST. [Received February 25, noon.] The British Forces. CAIRO, February 23. Latest news to hand from Suakim states that Major-General Graham, Admiral Hewitt, and Baker Pasha have gone to Trinkitat, where they will receive orders from the British Government before making any movement of the forces under their command. Wanted, &c. WANTED—A Man to fence 14 chains, Tamahere School. WANTED—An Active Young Man or Boy, accustomed to horses, and a good milker.—S. S. GRAHAM. WANTED—A Waitress; one who would make herself generally useful. Apply Masonic Hotel, Cambridge. WANTED—Navvies on Railway, Morrinsville to Te Aroha. Wages 8s per day. Hunt and Walsh, Contractors. WANTED—TENDERS for Widening and Clearing Main Drain.—Apply EDWARD RHODES, Wentworth, Tamahere. WANTED—Mr Halcombe, at Kihikihi, a good plain cook, a housemaid, and a man to milk, attend to garden, &c. WANTED—The Settlers of the Waikato to try the Waikato Flour Mills A1 Flour. It is the best quality in the market. 10s REWARD.—Lost from Hamilton, a Bay Mare, brand on shoulder. Whoever returns the same will receive the above reward. EARLY CLOSING MOVEMENT.—A MEETING of Shopkeepers' Assistants will be held in the Oddfellows' Hall, Cambridge on WEDNESDAY, February 27th, at 7.30 p.m. WATER! WATER!! WATER!!! The undersigned is prepared to SINK WELLS (with or without scaffold), at the lowest remunerative rates, in any part of Waikato. Terms on application. GEO. J. MANN. Cambridge, 18th February, 1884. bbox=[295, 44, 416, 1080]
heading-wanted: Wanted, &c. bbox=[331, 758, 380, 769]
byline-copyright-2: [BY TELEGRAPH—COPYRIGHT.] bbox=[192, 759, 285, 767]
column-divider bbox=[825, 44, 826, 1534]
heading-piako: PIAKO COUNTY. bbox=[432, 411, 532, 422]
grand-concert: GRAND VOCAL AND INSTRUMENTAL CONCERT, bbox=[989, 765, 1090, 785]
tonight: TO-NIGHT, FEBRUARY 26, 1884. bbox=[983, 812, 1096, 822]
millar: R. T. MILLAR, bbox=[578, 798, 652, 811]
seed-merchant: SEED MERCHANT, PATERANGI. bbox=[568, 811, 662, 819]
heading-latest-auckland: LATEST AUCKLAND NEWS. bbox=[194, 918, 283, 939]
heading-captain: Captain Wellesley Hughes Lillies. bbox=[199, 1103, 278, 1122]
col5-left: THE undersigned has ON SALE, at Tempsten, the following SEEDS SEEDS SEEDS at the undermentioned prices, with 5 % Discount for Prompt Cash: Red Clover 1s 0d; Cowgrass 1s 0d; White Clover 1s 0d; Alsyke 1s 3d; Timothy 1s 0d; Cocksfoot and Rye at current rates. R. T. MILLAR, SEED MERCHANT, PATERANGI. A. ISAACS, GENERAL MERCHANT AND AUCTIONEER. Contractors and Surveyors supplied with PROVISIONS at Lowest Possible Prices. OXFORD, CAMBRIDGE, AND WAOTU. N.B.—Totara Posts For Sale. ADAM LAYBOURN AND CO. NEW SEEDS. We have received our First Shipment of New Clover and Grass Seed, and having severely tested every kind, we can most confidently recommend them to our numerous friends and others. White Clover, Perennial Ryegrass, Alsyke, Cowgrass, Red Clover, Timothy, Lucerne, Trefoil, Rib Grass, Cocksfoot, Italian Ryegrass, Prairie Grass, Fox Grass, Poa Pratensis, Golden Tares, Crested Dogstail, Fescue, Hard Fescue, Rape, Sheep Fescue. TURNIP: Purple-top—Yellow Aberdeen, Greentop—Yellow Aberdeen, Swede—Green and Purple-top, Globe—White and Grey. CARROT: White Belgian, Altringham, Short Horn. MANGOLD: Long Red, Yellow Globe, Long Mammoth. Bonedust and Bonefloor, Guano, Peruvian and Ram Island Manure and Rock Salt, Superphosphate. Agents for Glycerine Sheep Dip. ADAM LAYBOURN AND CO., DURHAM-STREET, AUCKLAND. ON SALE, 1000 Bushels SEED and FEED OATS. bbox=[548, 737, 682, 1120]
heading-latest-2: THE LATEST. bbox=[209, 320, 268, 331]
heading-hamilton-rb: HAMILTON ROAD BOARD. bbox=[440, 648, 524, 668]
heading-the-latest: THE LATEST. bbox=[68, 426, 126, 437]
recollections: RECOLLECTIONS OF DIXIE: bbox=[991, 920, 1088, 929]
auctioneer-title: AUCTIONEER, bbox=[1016, 650, 1063, 659]
crushing-done: Crushing Done. bbox=[735, 1102, 778, 1110]
heading-rebellion: THE REBELLION IN THE SOUDAN. bbox=[302, 358, 409, 379]
column-divider bbox=[970, 44, 971, 1534]
hamilton-town: HAMILTON, bbox=[737, 756, 776, 765]
in-bankruptcy: In Bankruptcy. bbox=[876, 864, 920, 873]
wonderful-bargains: WONDERFUL BARGAINS bbox=[580, 546, 789, 612]
without-reserve: For Sale Without Reserve. bbox=[855, 353, 941, 363]
column-divider bbox=[543, 44, 544, 1534]
heading-colonies-federation: The Colonies and Federation. bbox=[191, 662, 286, 672]
mixture-heading: CLARK & GANE'S MIXTURE. bbox=[579, 370, 790, 425]
horse-illustration bbox=[863, 232, 933, 270]
knox-ridler: KNOX & RIDLER. bbox=[718, 1149, 795, 1160]
